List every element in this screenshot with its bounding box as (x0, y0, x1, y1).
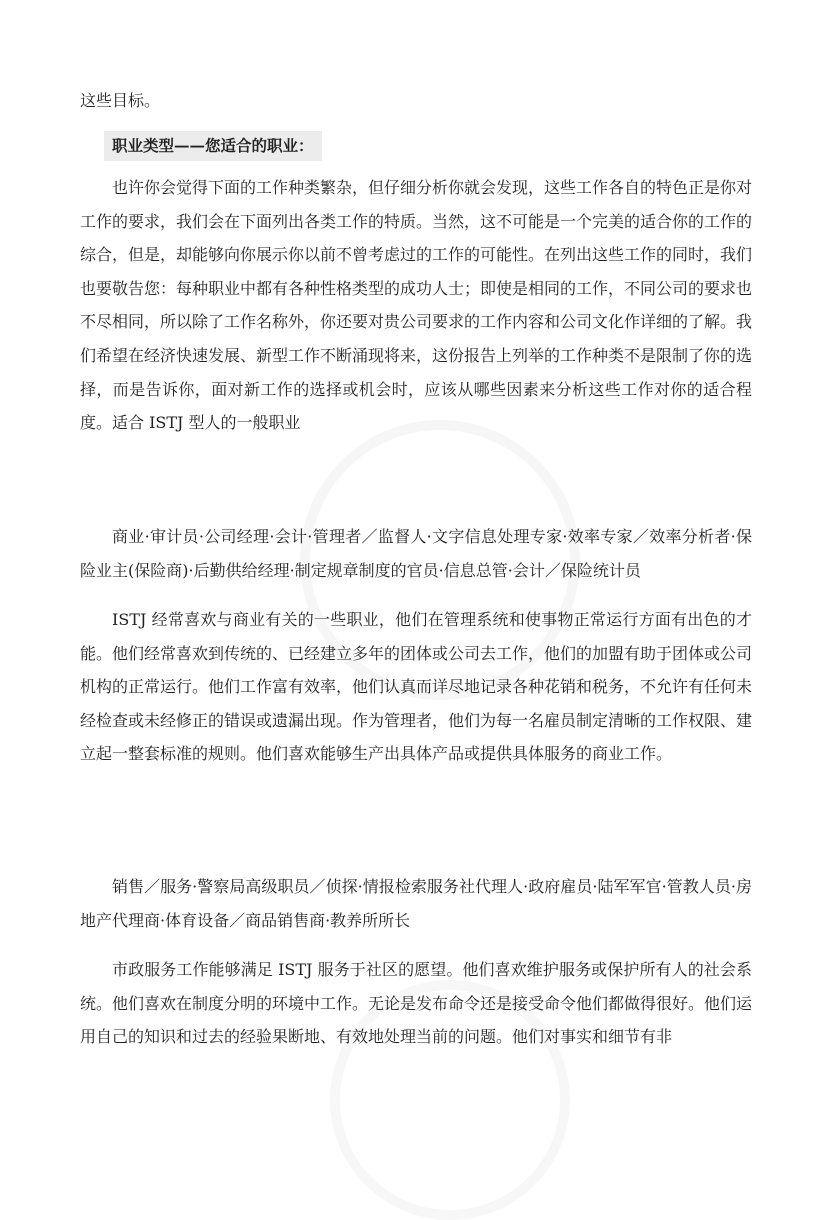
paragraph-intro: 也许你会觉得下面的工作种类繁杂，但仔细分析你就会发现，这些工作各自的特色正是你对工作的要求，我们会在下面列出各类工作的特质。当然，这不可能是一个完美的适合你的工作的综合，但是，却能够向你展示你以前不曾考虑过的工作的可能性。在列出这些工作的同时，我们也要敬告您：每种职业中都有各种性格类型的成功人士；即使是相同的工作，不同公司的要求也不尽相同，所以除了工作名称外，你还要对贵公司要求的工作内容和公司文化作详细的了解。我们希望在经济快速发展、新型工作不断涌现将来，这份报告上列举的工作种类不是限制了你的选择，而是告诉你，面对新工作的选择或机会时，应该从哪些因素来分析这些工作对你的适合程度。适合 ISTJ 型人的一般职业 (80, 178, 753, 433)
section-heading: 职业类型——您适合的职业： (104, 131, 322, 161)
paragraph-service-jobs: 销售／服务·警察局高级职员／侦探·情报检索服务社代理人·政府雇员·陆军军官·管教人员·房地产代理商·体育设备／商品销售商·教养所所长 (80, 877, 752, 930)
paragraph-continuation: 这些目标。 (80, 91, 161, 110)
paragraph-business-desc: ISTJ 经常喜欢与商业有关的一些职业，他们在管理系统和使事物正常运行方面有出色的才能。他们经常喜欢到传统的、已经建立多年的团体或公司去工作，他们的加盟有助于团体或公司机构的正常运行。他们工作富有效率，他们认真而详尽地记录各种花销和税务，不允许有任何未经检查或未经修正的错误或遗漏出现。作为管理者，他们为每一名雇员制定清晰的工作权限、建立起一整套标准的规则。他们喜欢能够生产出具体产品或提供具体服务的商业工作。 (80, 610, 753, 764)
paragraph-service-desc: 市政服务工作能够满足 ISTJ 服务于社区的愿望。他们喜欢维护服务或保护所有人的社会系统。他们喜欢在制度分明的环境中工作。无论是发布命令还是接受命令他们都做得很好。他们运用自己的知识和过去的经验果断地、有效地处理当前的问题。他们对事实和细节有非 (80, 960, 753, 1047)
paragraph-business-jobs: 商业·审计员·公司经理·会计·管理者／监督人·文字信息处理专家·效率专家／效率分析者·保险业主(保险商)·后勤供给经理·制定规章制度的官员·信息总管·会计／保险统计员 (80, 527, 752, 580)
